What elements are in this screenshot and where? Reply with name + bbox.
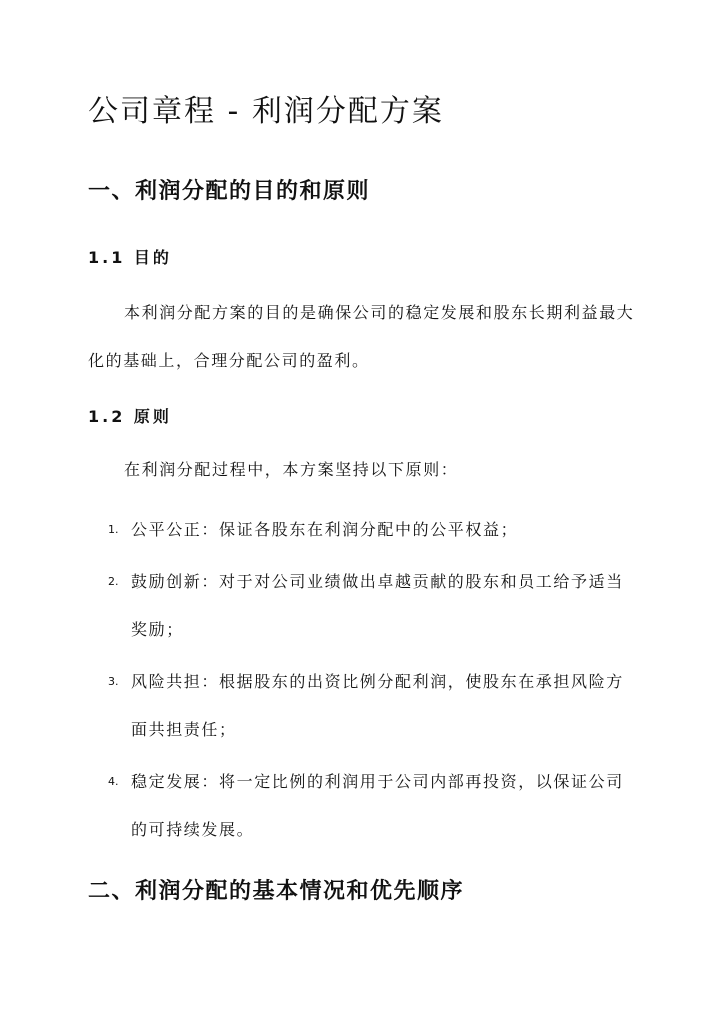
section-1-heading: 一、利润分配的目的和原则 <box>88 179 371 204</box>
list-item <box>88 758 640 854</box>
principles-list <box>88 506 640 858</box>
subsection-1-2-heading: 1.2 原则 <box>88 407 172 426</box>
list-item <box>88 506 640 554</box>
list-item-text: 鼓励创新：对于对公司业绩做出卓越贡献的股东和员工给予适当奖励； <box>131 572 624 639</box>
document-title: 公司章程 - 利润分配方案 <box>88 94 444 129</box>
subsection-1-1-heading: 1.1 目的 <box>88 248 172 267</box>
list-item <box>88 658 640 754</box>
list-item-number: 3. <box>108 675 119 688</box>
list-item-number: 2. <box>108 575 119 588</box>
purpose-paragraph: 本利润分配方案的目的是确保公司的稳定发展和股东长期利益最大化的基础上，合理分配公司的盈利。 <box>88 303 635 370</box>
principles-intro: 在利润分配过程中，本方案坚持以下原则： <box>124 460 459 479</box>
list-item-text: 风险共担：根据股东的出资比例分配利润，使股东在承担风险方面共担责任； <box>131 672 624 739</box>
list-item-text: 稳定发展：将一定比例的利润用于公司内部再投资，以保证公司的可持续发展。 <box>131 772 624 839</box>
list-item-number: 1. <box>108 523 119 536</box>
list-item-number: 4. <box>108 775 119 788</box>
section-2-heading: 二、利润分配的基本情况和优先顺序 <box>88 879 465 904</box>
list-item-text: 公平公正：保证各股东在利润分配中的公平权益； <box>131 520 519 539</box>
list-item <box>88 558 640 654</box>
